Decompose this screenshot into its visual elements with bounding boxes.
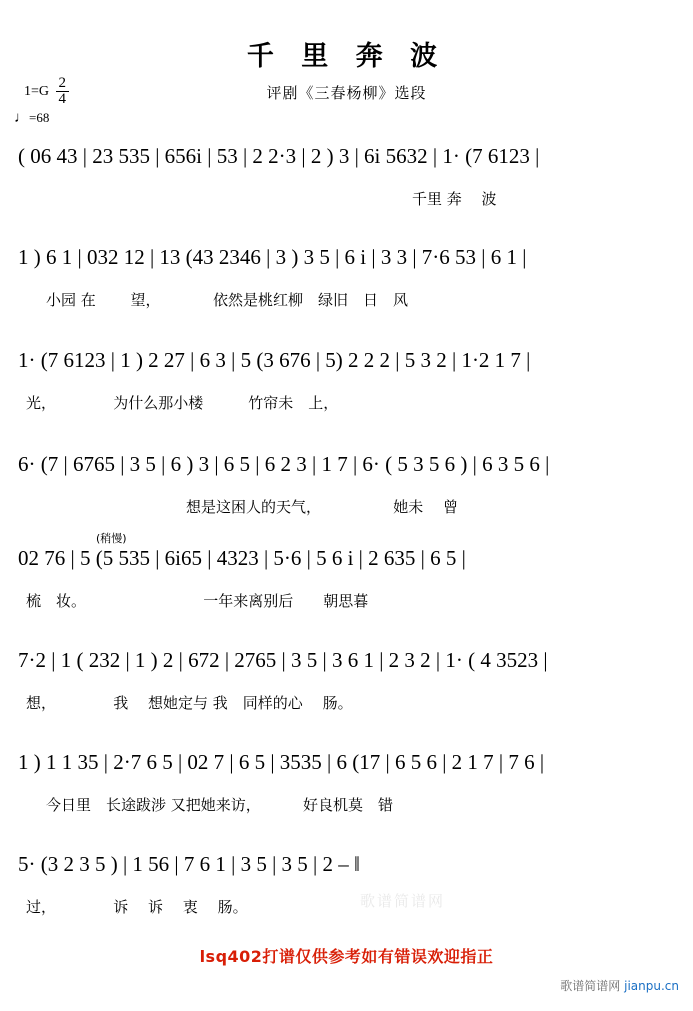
background-watermark: 歌谱简谱网 [360, 892, 446, 910]
lyrics-line: 光， 为什么那小楼 竹帘未 上， [26, 394, 339, 412]
tempo-change-marking: (稍慢) [96, 532, 127, 545]
quarter-note-icon: ♩ [14, 110, 29, 126]
page-title: 千 里 奔 波 [246, 41, 447, 72]
notation-line: ( 06 43 | 23 535 | 656i | 53 | 2 2·3 | 2 ) 3 | 6i 5632 | 1· (7 6123 | [18, 144, 540, 168]
lyrics-line: 梳 妆。 一年来离别后 朝思暮 [26, 592, 369, 610]
lyrics-line: 想是这困人的天气， 她未 曾 [186, 498, 459, 516]
time-signature-numerator: 2 [56, 76, 70, 92]
site-watermark [560, 977, 679, 994]
lyrics-line: 过， 诉 诉 衷 肠。 [26, 898, 248, 916]
tempo-value: =68 [29, 110, 50, 125]
notation-line: 1 ) 1 1 35 | 2·7 6 5 | 02 7 | 6 5 | 3535 | 6 (17 | 6 5 6 | 2 1 7 | 7 6 | [18, 750, 545, 774]
watermark-label: 歌谱简谱网 [560, 979, 621, 993]
watermark-url: jianpu.cn [624, 979, 679, 993]
notation-line: 7·2 | 1 ( 232 | 1 ) 2 | 672 | 2765 | 3 5 | 3 6 1 | 2 3 2 | 1· ( 4 3523 | [18, 648, 548, 672]
page-subtitle: 评剧《三春杨柳》选段 [266, 84, 427, 102]
key-label: 1=G [24, 83, 50, 99]
lyrics-line: 想， 我 想她定与 我 同样的心 肠。 [26, 694, 353, 712]
lyrics-line: 今日里 长途跋涉 又把她来访， 好良机莫 错 [46, 796, 394, 814]
time-signature [56, 76, 70, 107]
lyrics-line: 小园 在 望， 依然是桃红柳 绿旧 日 风 [46, 291, 409, 309]
notation-line: 1 ) 6 1 | 032 12 | 13 (43 2346 | 3 ) 3 5 | 6 i | 3 3 | 7·6 53 | 6 1 | [18, 245, 527, 269]
lyrics-line: 千里 奔 波 [412, 190, 497, 208]
notation-line: 02 76 | 5 (5 535 | 6i65 | 4323 | 5·6 | 5 6 i | 2 635 | 6 5 | [18, 546, 466, 570]
key-signature-block [24, 76, 69, 107]
notation-line: 1· (7 6123 | 1 ) 2 27 | 6 3 | 5 (3 676 | 5) 2 2 2 | 5 3 2 | 1·2 1 7 | [18, 348, 531, 372]
time-signature-denominator: 4 [58, 91, 67, 107]
notation-line: 6· (7 | 6765 | 3 5 | 6 ) 3 | 6 5 | 6 2 3 | 1 7 | 6· ( 5 3 5 6 ) | 6 3 5 6 | [18, 452, 550, 476]
tempo-marking [14, 110, 49, 127]
transcription-credit: lsq402打谱仅供参考如有错误欢迎指正 [199, 947, 494, 966]
notation-line: 5· (3 2 3 5 ) | 1 56 | 7 6 1 | 3 5 | 3 5 | 2 – ‖ [18, 852, 360, 876]
